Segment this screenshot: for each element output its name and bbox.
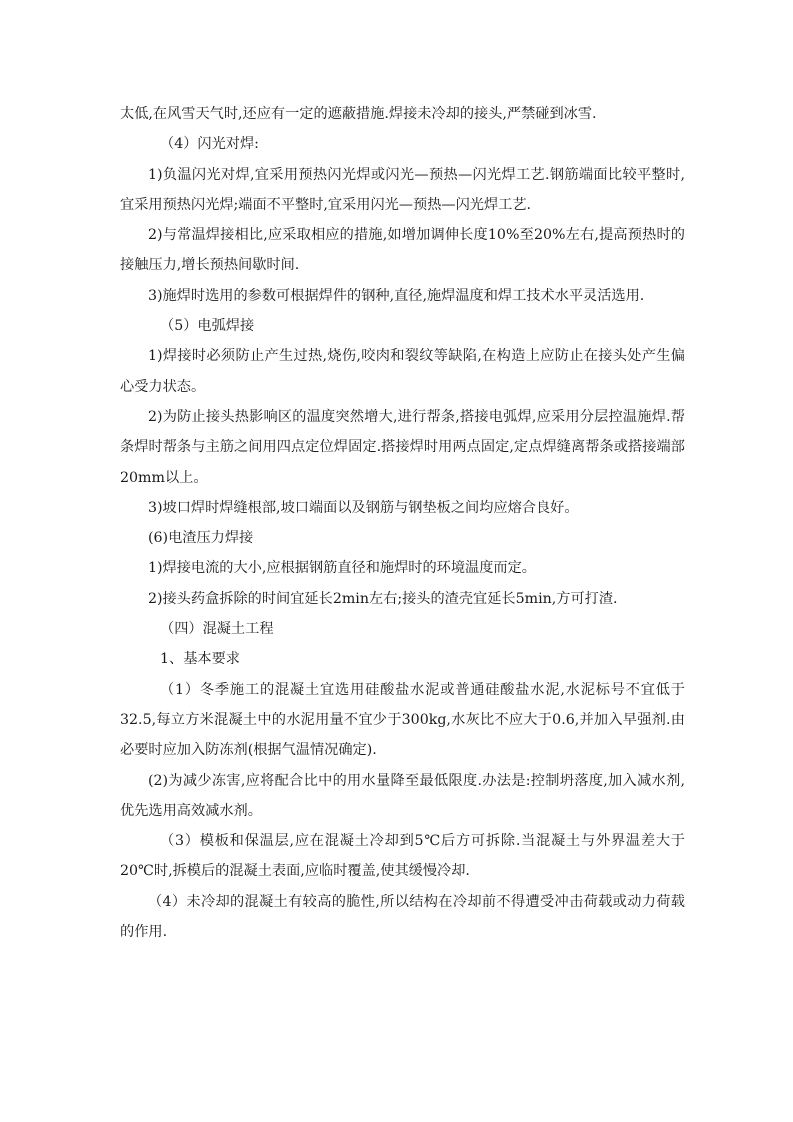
- heading-concrete-engineering: （四）混凝土工程: [160, 621, 274, 638]
- paragraph-electroslag-1: 1)焊接电流的大小,应根据钢筋直径和施焊时的环境温度而定。: [148, 560, 536, 577]
- paragraph-flash-3: 3)施焊时选用的参数可根据焊件的钢种,直径,施焊温度和焊工技术水平灵活选用.: [148, 287, 645, 304]
- heading-arc-welding: （5）电弧焊接: [160, 318, 255, 335]
- paragraph-arc-3: 3)坡口焊时焊缝根部,坡口端面以及钢筋与钢垫板之间均应熔合良好。: [148, 499, 579, 516]
- paragraph-arc-1: 1)焊接时必须防止产生过热,烧伤,咬肉和裂纹等缺陷,在构造上应防止在接头处产生偏心受力状态。: [120, 348, 685, 395]
- heading-flash-butt-welding: （4）闪光对焊:: [160, 136, 259, 153]
- paragraph-arc-2: 2)为防止接头热影响区的温度突然增大,进行帮条,搭接电弧焊,应采用分层控温施焊.帮条焊时帮条与主筋之间用四点定位焊固定.搭接焊时用两点固定,定点焊缝离帮条或搭接端部20mm以上。: [120, 408, 685, 486]
- paragraph-continuation: 太低,在风雪天气时,还应有一定的遮蔽措施.焊接未冷却的接头,严禁碰到冰雪.: [120, 106, 597, 122]
- paragraph-flash-1: 1)负温闪光对焊,宜采用预热闪光焊或闪光—预热—闪光焊工艺.钢筋端面比较平整时,宜采用预热闪光焊;端面不平整时,宜采用闪光—预热—闪光焊工艺.: [120, 166, 685, 213]
- paragraph-concrete-3: （3）模板和保温层,应在混凝土冷却到5℃后方可拆除.当混凝土与外界温差大于20℃时,拆模后的混凝土表面,应临时覆盖,使其缓慢冷却.: [120, 833, 685, 880]
- heading-electroslag-welding: (6)电渣压力焊接: [148, 530, 254, 547]
- paragraph-concrete-1: （1）冬季施工的混凝土宜选用硅酸盐水泥或普通硅酸盐水泥,水泥标号不宜低于32.5,每立方米混凝土中的水泥用量不宜少于300kg,水灰比不应大于0.6,并加入早强剂.由必要时应加入防冻剂(根据气温情况确定).: [120, 681, 685, 759]
- paragraph-electroslag-2: 2)接头药盒拆除的时间宜延长2min左右;接头的渣壳宜延长5min,方可打渣.: [148, 590, 618, 607]
- document-body: [120, 99, 685, 947]
- heading-basic-requirements: 1、基本要求: [160, 651, 240, 668]
- paragraph-concrete-4: （4）未冷却的混凝土有较高的脆性,所以结构在冷却前不得遭受冲击荷载或动力荷载的作用.: [120, 893, 685, 941]
- paragraph-concrete-2: (2)为减少冻害,应将配合比中的用水量降至最低限度.办法是:控制坍落度,加入减水剂,优先选用高效减水剂。: [120, 772, 685, 819]
- paragraph-flash-2: 2)与常温焊接相比,应采取相应的措施,如增加调伸长度10%至20%左右,提高预热时的接触压力,增长预热间歇时间.: [120, 227, 685, 274]
